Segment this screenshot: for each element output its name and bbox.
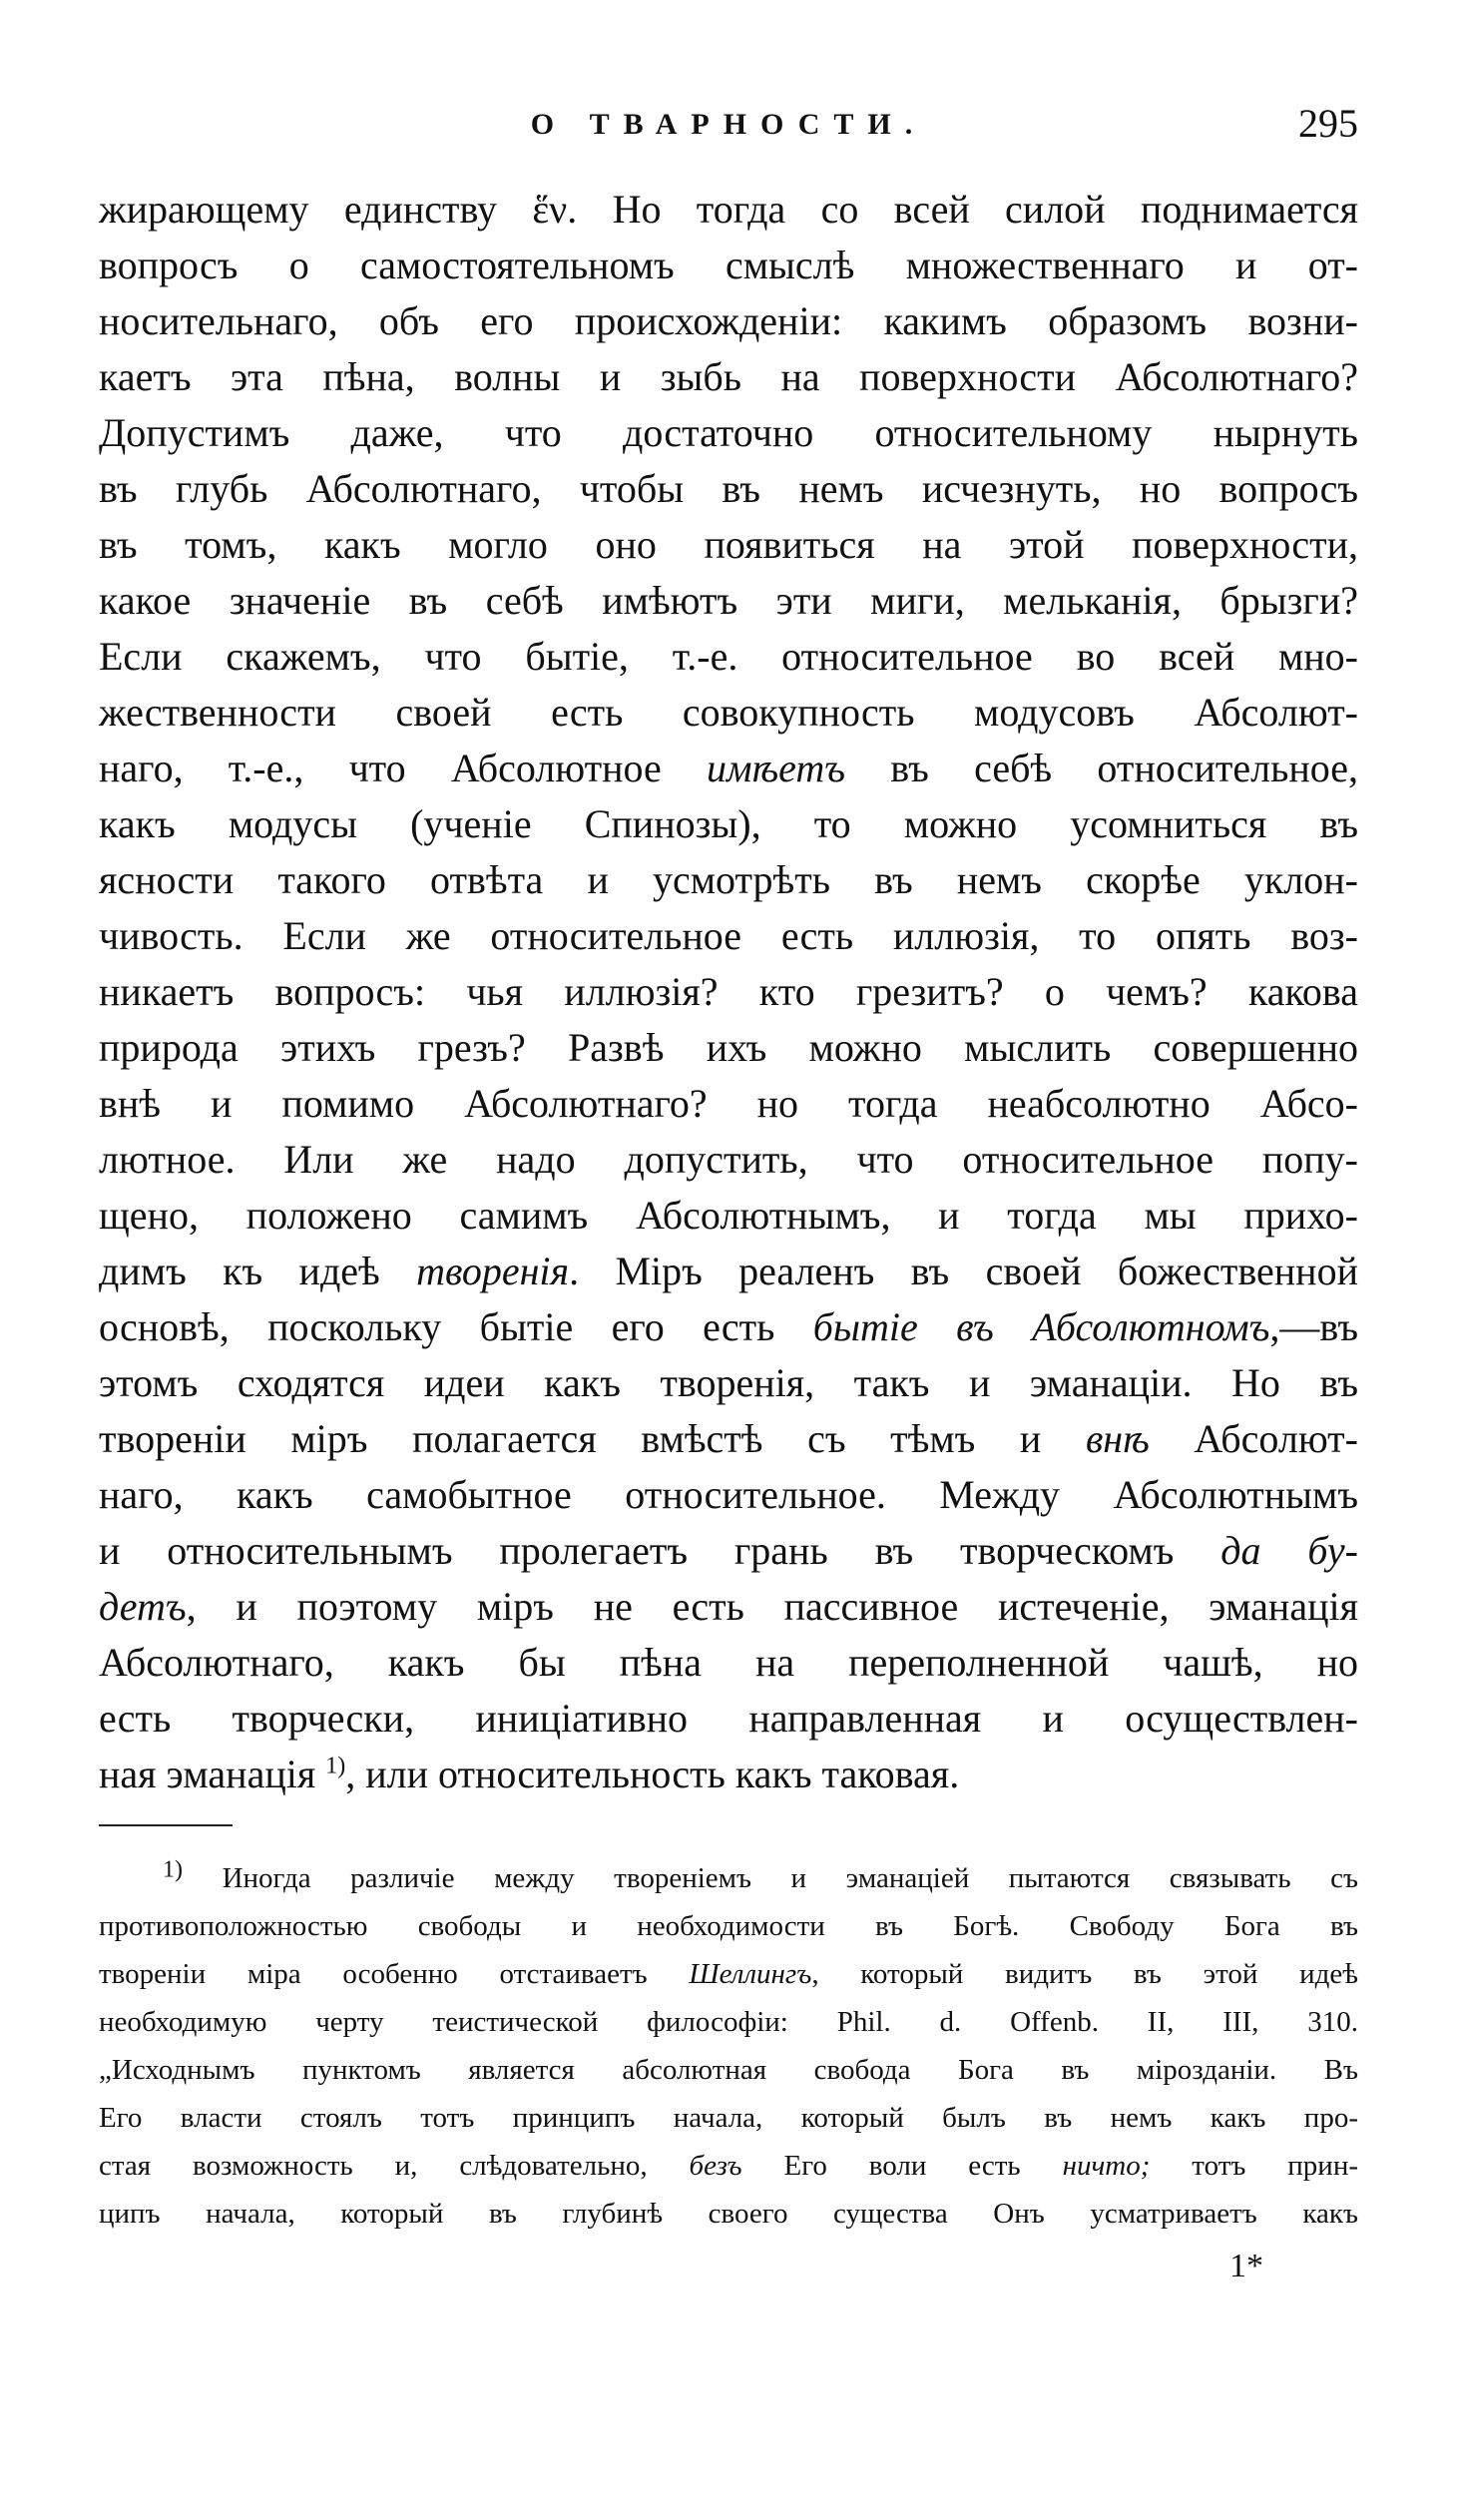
text-line — [99, 1188, 1358, 1244]
italic-text: имѣетъ — [706, 746, 846, 790]
italic-text: внѣ — [1085, 1416, 1150, 1461]
text-segment: внѣ и помимо Абсолютнаго? но тогда неабсолютно Абсо- — [99, 1081, 1358, 1126]
text-segment: чивость. Если же относительное есть иллюзія, то опять воз- — [99, 913, 1358, 958]
text-segment: носительнаго, объ его происхожденіи: какимъ образомъ возни- — [99, 298, 1358, 343]
text-line — [99, 1691, 1358, 1747]
text-line — [99, 1635, 1358, 1691]
text-segment: каетъ эта пѣна, волны и зыбь на поверхности Абсолютнаго? — [99, 354, 1358, 399]
text-line — [99, 1132, 1358, 1188]
text-line — [99, 1020, 1358, 1076]
text-line — [99, 405, 1358, 461]
text-segment: въ томъ, какъ могло оно появиться на этой поверхности, — [99, 522, 1358, 567]
text-line — [99, 1747, 1358, 1802]
text-line — [99, 517, 1358, 573]
text-segment: Иногда различіе между твореніемъ и эманаціей пытаются связывать съ — [183, 1862, 1358, 1894]
text-line — [99, 1467, 1358, 1523]
text-line — [99, 741, 1358, 796]
text-segment: этомъ сходятся идеи какъ творенія, такъ и эманаціи. Но въ — [99, 1360, 1358, 1405]
text-line — [99, 238, 1358, 293]
text-line — [99, 629, 1358, 685]
text-segment: лютное. Или же надо допустить, что относительное попу- — [99, 1137, 1358, 1182]
text-segment: какое значеніе въ себѣ имѣютъ эти миги, мельканія, брызги? — [99, 578, 1358, 623]
text-segment: ясности такого отвѣта и усмотрѣть въ немъ скорѣе уклон- — [99, 857, 1358, 902]
text-line — [99, 1579, 1358, 1635]
text-segment: Допустимъ даже, что достаточно относительному нырнуть — [99, 410, 1358, 455]
text-segment: наго, т.-е., что Абсолютное — [99, 746, 707, 790]
text-segment: ципъ начала, который въ глубинѣ своего существа Онъ усматриваетъ какъ — [99, 2198, 1358, 2230]
text-segment: наго, какъ самобытное относительное. Между Абсолютнымъ — [99, 1472, 1358, 1517]
italic-text: Шеллингъ — [689, 1958, 812, 1990]
text-line — [99, 1355, 1358, 1411]
footnote-line — [99, 1854, 1358, 1902]
text-segment: Его воли есть — [741, 2150, 1063, 2182]
text-segment: Абсолютнаго, какъ бы пѣна на переполненной чашѣ, но — [99, 1640, 1358, 1685]
text-line — [99, 908, 1358, 964]
text-line — [99, 852, 1358, 908]
text-segment: въ глубь Абсолютнаго, чтобы въ немъ исчезнуть, но вопросъ — [99, 466, 1358, 511]
text-segment: вопросъ о самостоятельномъ смыслѣ множественнаго и от- — [99, 243, 1358, 287]
text-line — [99, 461, 1358, 517]
italic-text: да бу- — [1220, 1528, 1358, 1573]
text-line — [99, 573, 1358, 629]
text-segment: щено, положено самимъ Абсолютнымъ, и тогда мы прихо- — [99, 1193, 1358, 1238]
signature-mark: 1* — [1229, 2248, 1263, 2284]
footnote-ref: 1) — [163, 1856, 183, 1883]
text-segment: природа этихъ грезъ? Развѣ ихъ можно мыслить совершенно — [99, 1025, 1358, 1070]
text-line — [99, 349, 1358, 405]
text-segment: ная эманація — [99, 1752, 326, 1796]
text-segment: димъ къ идеѣ — [99, 1249, 417, 1293]
text-segment: жирающему единству ἕν. Но тогда со всей силой поднимается — [99, 187, 1358, 232]
text-segment: никаетъ вопросъ: чья иллюзія? кто грезитъ? о чемъ? какова — [99, 969, 1358, 1014]
running-header — [99, 100, 1358, 150]
text-segment: , или относительность какъ таковая. — [345, 1752, 960, 1796]
footnote-ref: 1) — [325, 1753, 346, 1779]
text-line — [99, 1411, 1358, 1467]
text-segment: стая возможность и, слѣдовательно, — [99, 2150, 690, 2182]
page-number: 295 — [1298, 101, 1358, 146]
text-segment: . Міръ реаленъ въ своей божественной — [569, 1249, 1358, 1293]
text-segment: твореніи міра особенно отстаиваетъ — [99, 1958, 690, 1990]
text-line — [99, 1523, 1358, 1579]
text-line — [99, 796, 1358, 852]
italic-text: безъ — [689, 2150, 742, 2182]
main-text — [99, 182, 1358, 1802]
text-segment: и относительнымъ пролегаетъ грань въ творческомъ — [99, 1528, 1221, 1573]
text-segment: ,—въ — [1269, 1304, 1358, 1349]
text-segment: Если скажемъ, что бытіе, т.-е. относительное во всей мно- — [99, 634, 1358, 679]
italic-text: бытіе въ Абсолютномъ — [812, 1304, 1270, 1349]
text-segment: противоположностью свободы и необходимости въ Богѣ. Свободу Бога въ — [99, 1910, 1358, 1942]
footnote-line — [99, 2190, 1358, 2238]
footnote-separator — [99, 1824, 233, 1826]
footnote — [99, 1854, 1358, 2238]
text-line — [99, 1244, 1358, 1299]
footnote-line — [99, 1902, 1358, 1950]
text-segment: Абсолют- — [1149, 1416, 1358, 1461]
text-segment: „Исходнымъ пунктомъ является абсолютная свобода Бога въ мірозданіи. Въ — [99, 2054, 1358, 2086]
text-segment: , и поэтому міръ не есть пассивное истеченіе, эманація — [186, 1584, 1358, 1629]
text-segment: необходимую черту теистической философіи: Phil. d. Offenb. II, III, 310. — [99, 2006, 1358, 2038]
footnote-line — [99, 1998, 1358, 2046]
text-segment: какъ модусы (ученіе Спинозы), то можно усомниться въ — [99, 801, 1358, 846]
footnote-line — [99, 2046, 1358, 2094]
italic-text: ничто; — [1062, 2150, 1151, 2182]
text-segment: основѣ, поскольку бытіе его есть — [99, 1304, 813, 1349]
text-segment: твореніи міръ полагается вмѣстѣ съ тѣмъ и — [99, 1416, 1086, 1461]
text-segment: тотъ прин- — [1150, 2150, 1358, 2182]
text-line — [99, 1299, 1358, 1355]
text-line — [99, 1076, 1358, 1132]
text-line — [99, 293, 1358, 349]
footnote-line — [99, 2142, 1358, 2190]
text-line — [99, 182, 1358, 238]
text-segment: есть творчески, иниціативно направленная и осуществлен- — [99, 1696, 1358, 1741]
footnote-line — [99, 2094, 1358, 2142]
text-line — [99, 964, 1358, 1020]
text-segment: , который видитъ въ этой идеѣ — [811, 1958, 1358, 1990]
running-title: О ТВАРНОСТИ. — [530, 108, 927, 141]
italic-text: творенія — [416, 1249, 570, 1293]
text-segment: Его власти стоялъ тотъ принципъ начала, который былъ въ немъ какъ про- — [99, 2102, 1358, 2134]
text-segment: въ себѣ относительное, — [845, 746, 1358, 790]
footnote-line — [99, 1950, 1358, 1998]
text-line — [99, 685, 1358, 741]
italic-text: детъ — [99, 1584, 187, 1629]
text-segment: жественности своей есть совокупность модусовъ Абсолют- — [99, 690, 1358, 735]
